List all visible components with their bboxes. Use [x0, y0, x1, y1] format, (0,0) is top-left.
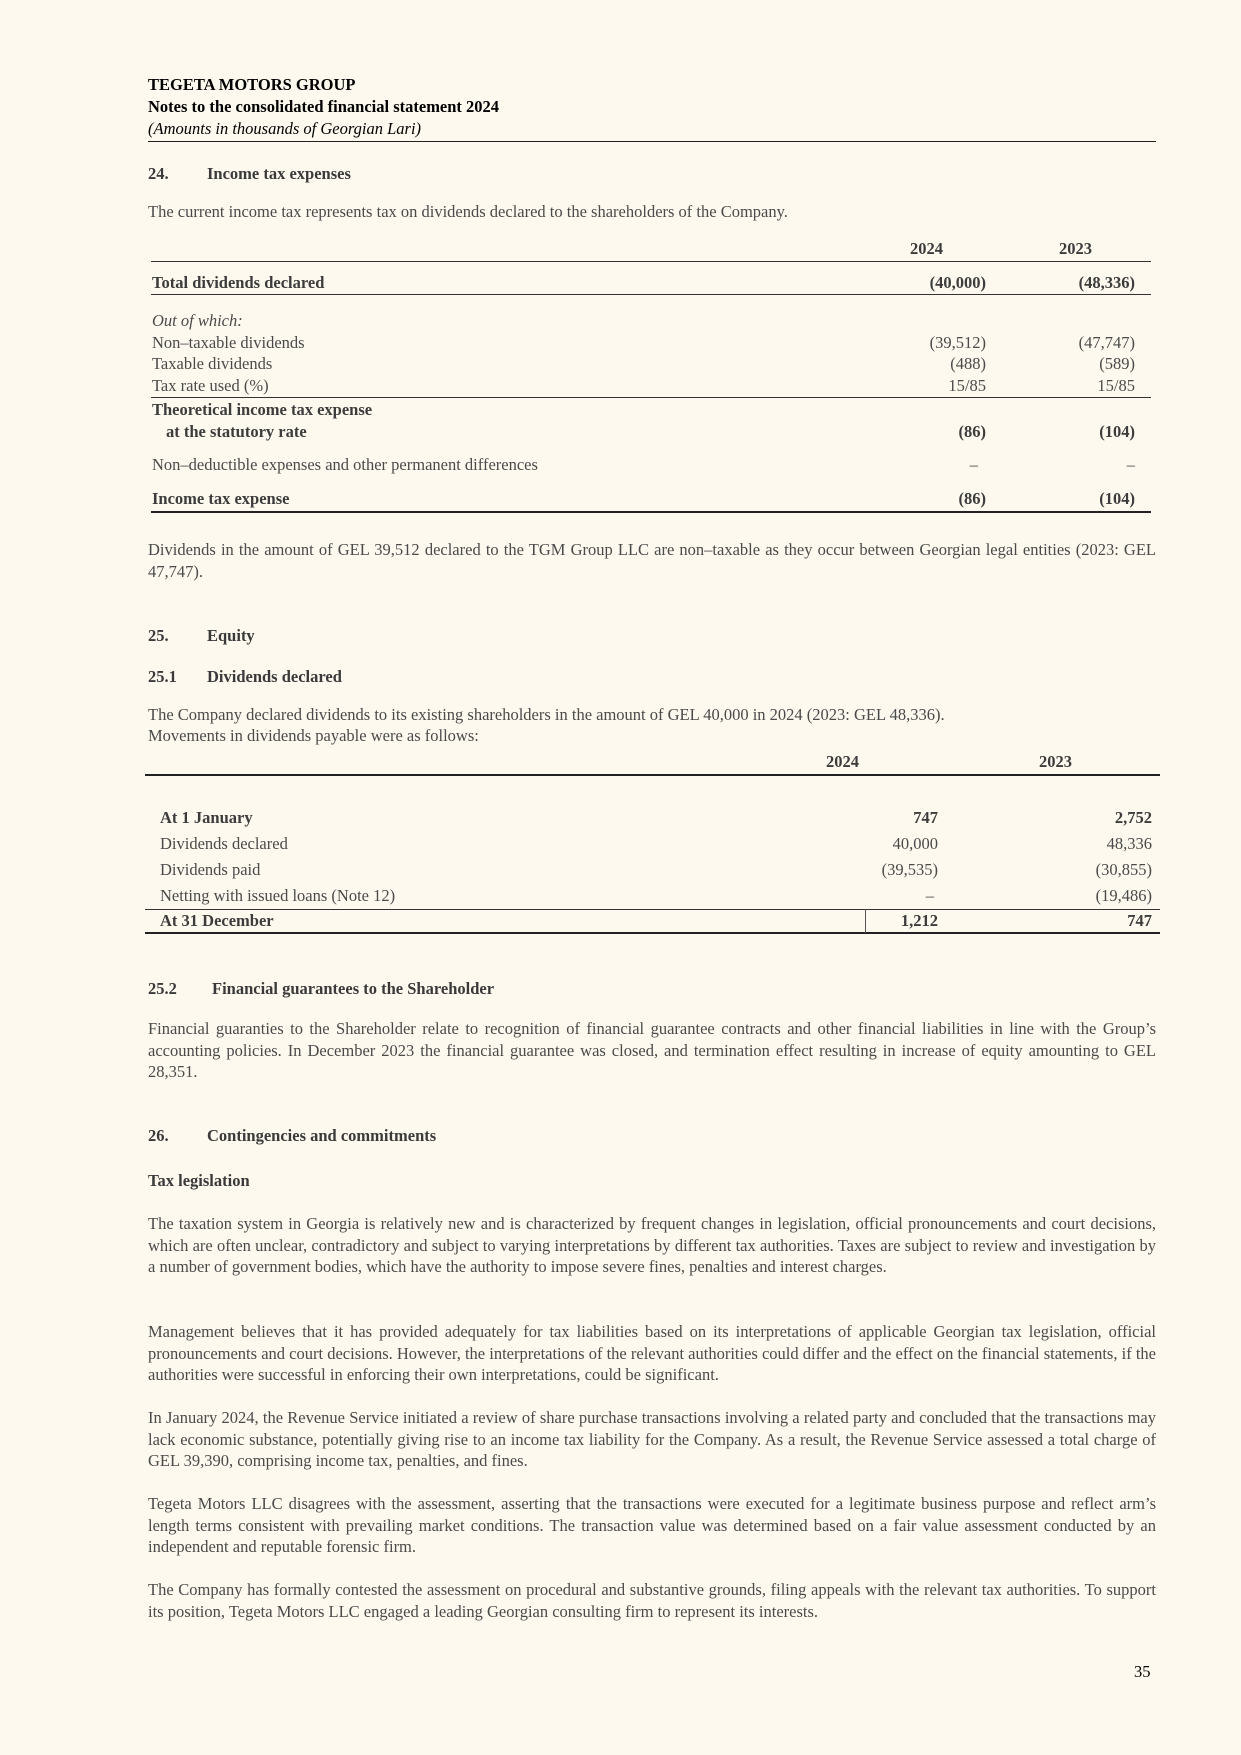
col-header-2024: 2024: [826, 752, 859, 771]
table-bottom-rule: [145, 932, 1160, 934]
value-total-2024: (40,000): [929, 273, 986, 292]
row-label-non-deductible: Non–deductible expenses and other permanent differences: [152, 455, 538, 474]
value-at-1-january-2023: 2,752: [1114, 808, 1152, 827]
value-dividends-declared-2024: 40,000: [892, 834, 938, 853]
table-top-rule: [145, 774, 1160, 776]
value-at-1-january-2024: 747: [913, 808, 938, 827]
tax-legislation-heading: Tax legislation: [148, 1171, 250, 1190]
note-25-1-number: 25.1: [148, 667, 177, 686]
table-double-rule: [151, 511, 1151, 513]
value-non-taxable-2024: (39,512): [929, 333, 986, 352]
document-subtitle: Notes to the consolidated financial statement 2024: [148, 97, 500, 116]
col-header-2023: 2023: [1059, 239, 1092, 258]
value-tax-rate-2024: 15/85: [948, 376, 986, 395]
row-label-non-taxable: Non–taxable dividends: [152, 333, 305, 352]
note-24-title: Income tax expenses: [207, 164, 351, 183]
row-label-dividends-paid: Dividends paid: [160, 860, 261, 879]
value-taxable-2024: (488): [950, 354, 986, 373]
note-25-1-text-2: Movements in dividends payable were as follows:: [148, 726, 479, 745]
row-label-out-of-which: Out of which:: [152, 311, 243, 330]
header-divider: [148, 141, 1156, 142]
value-theoretical-2023: (104): [1099, 422, 1135, 441]
note-25-1-text-1: The Company declared dividends to its existing shareholders in the amount of GEL 40,000 in 2024 (2023: GEL 48,336).: [148, 705, 945, 724]
value-total-2023: (48,336): [1078, 273, 1135, 292]
value-theoretical-2024: (86): [958, 422, 986, 441]
note-25-2-text: Financial guaranties to the Shareholder relate to recognition of financial guarantee contracts and other financial liabilities in line with the Group’s accounting policies. In December 2023 the financial guarantee was closed, and termination effect resulting in increase of equity amounting to GEL 28,351.: [148, 1019, 1156, 1081]
value-non-deductible-2023: –: [1126, 455, 1135, 474]
value-netting-2024: –: [925, 886, 934, 905]
value-dividends-declared-2023: 48,336: [1106, 834, 1152, 853]
row-label-income-tax-expense: Income tax expense: [152, 489, 290, 508]
value-income-tax-expense-2024: (86): [958, 489, 986, 508]
note-25-1-title: Dividends declared: [207, 667, 342, 686]
value-dividends-paid-2024: (39,535): [881, 860, 938, 879]
value-at-31-december-2023: 747: [1127, 911, 1152, 930]
note-26-paragraph-3: In January 2024, the Revenue Service initiated a review of share purchase transactions involving a related party and concluded that the transactions may lack economic substance, potentially giving rise to an income tax liability for the Company. As a result, the Revenue Service assessed a total charge of GEL 39,390, comprising income tax, penalties, and fines.: [148, 1408, 1156, 1470]
document-page: [148, 0, 1156, 1755]
row-label-theoretical-2: at the statutory rate: [166, 422, 307, 441]
row-label-theoretical-1: Theoretical income tax expense: [152, 400, 373, 419]
note-26-paragraph-2: Management believes that it has provided adequately for tax liabilities based on its interpretations of applicable Georgian tax legislation, official pronouncements and court decisions. However, the interpretations of the relevant authorities could differ and the effect on the financial statements, if the authorities were successful in enforcing their own interpretations, could be significant.: [148, 1322, 1156, 1384]
amount-units: (Amounts in thousands of Georgian Lari): [148, 119, 422, 138]
row-label-total-dividends: Total dividends declared: [152, 273, 325, 292]
value-non-deductible-2024: –: [969, 455, 978, 474]
table-rule: [145, 909, 1160, 910]
col-header-2023: 2023: [1039, 752, 1072, 771]
note-24-number: 24.: [148, 164, 169, 183]
note-25-2-title: Financial guarantees to the Shareholder: [212, 979, 495, 998]
col-header-2024: 2024: [910, 239, 943, 258]
company-name: TEGETA MOTORS GROUP: [148, 75, 356, 94]
row-label-at-31-december: At 31 December: [160, 911, 274, 930]
note-26-title: Contingencies and commitments: [207, 1126, 437, 1145]
note-26-paragraph-4: Tegeta Motors LLC disagrees with the assessment, asserting that the transactions were executed for a legitimate business purpose and reflect arm’s length terms consistent with prevailing market conditions. The transaction value was determined based on a fair value assessment conducted by an independent and reputable forensic firm.: [148, 1494, 1156, 1556]
table-column-divider: [865, 909, 866, 933]
value-income-tax-expense-2023: (104): [1099, 489, 1135, 508]
page-number: 35: [1134, 1662, 1151, 1681]
note-24-intro: The current income tax represents tax on dividends declared to the shareholders of the Company.: [148, 202, 788, 221]
row-label-taxable: Taxable dividends: [152, 354, 273, 373]
row-label-dividends-declared: Dividends declared: [160, 834, 288, 853]
table-rule: [151, 294, 1151, 295]
note-25-title: Equity: [207, 626, 255, 645]
value-taxable-2023: (589): [1099, 354, 1135, 373]
row-label-tax-rate: Tax rate used (%): [152, 376, 269, 395]
note-24-footnote: Dividends in the amount of GEL 39,512 declared to the TGM Group LLC are non–taxable as they occur between Georgian legal entities (2023: GEL 47,747).: [148, 540, 1156, 581]
note-25-2-number: 25.2: [148, 979, 177, 998]
table-rule: [151, 261, 1151, 262]
row-label-netting: Netting with issued loans (Note 12): [160, 886, 396, 905]
row-label-at-1-january: At 1 January: [160, 808, 253, 827]
note-25-number: 25.: [148, 626, 169, 645]
value-dividends-paid-2023: (30,855): [1095, 860, 1152, 879]
value-at-31-december-2024: 1,212: [900, 911, 938, 930]
value-netting-2023: (19,486): [1095, 886, 1152, 905]
note-26-paragraph-5: The Company has formally contested the assessment on procedural and substantive grounds, filing appeals with the relevant tax authorities. To support its position, Tegeta Motors LLC engaged a leading Georgian consulting firm to represent its interests.: [148, 1580, 1156, 1621]
note-26-paragraph-1: The taxation system in Georgia is relatively new and is characterized by frequent changes in legislation, official pronouncements and court decisions, which are often unclear, contradictory and subject to varying interpretations by different tax authorities. Taxes are subject to review and investigation by a number of government bodies, which have the authority to impose severe fines, penalties and interest charges.: [148, 1214, 1156, 1276]
table-rule: [151, 397, 1151, 398]
note-26-number: 26.: [148, 1126, 169, 1145]
value-tax-rate-2023: 15/85: [1097, 376, 1135, 395]
value-non-taxable-2023: (47,747): [1078, 333, 1135, 352]
